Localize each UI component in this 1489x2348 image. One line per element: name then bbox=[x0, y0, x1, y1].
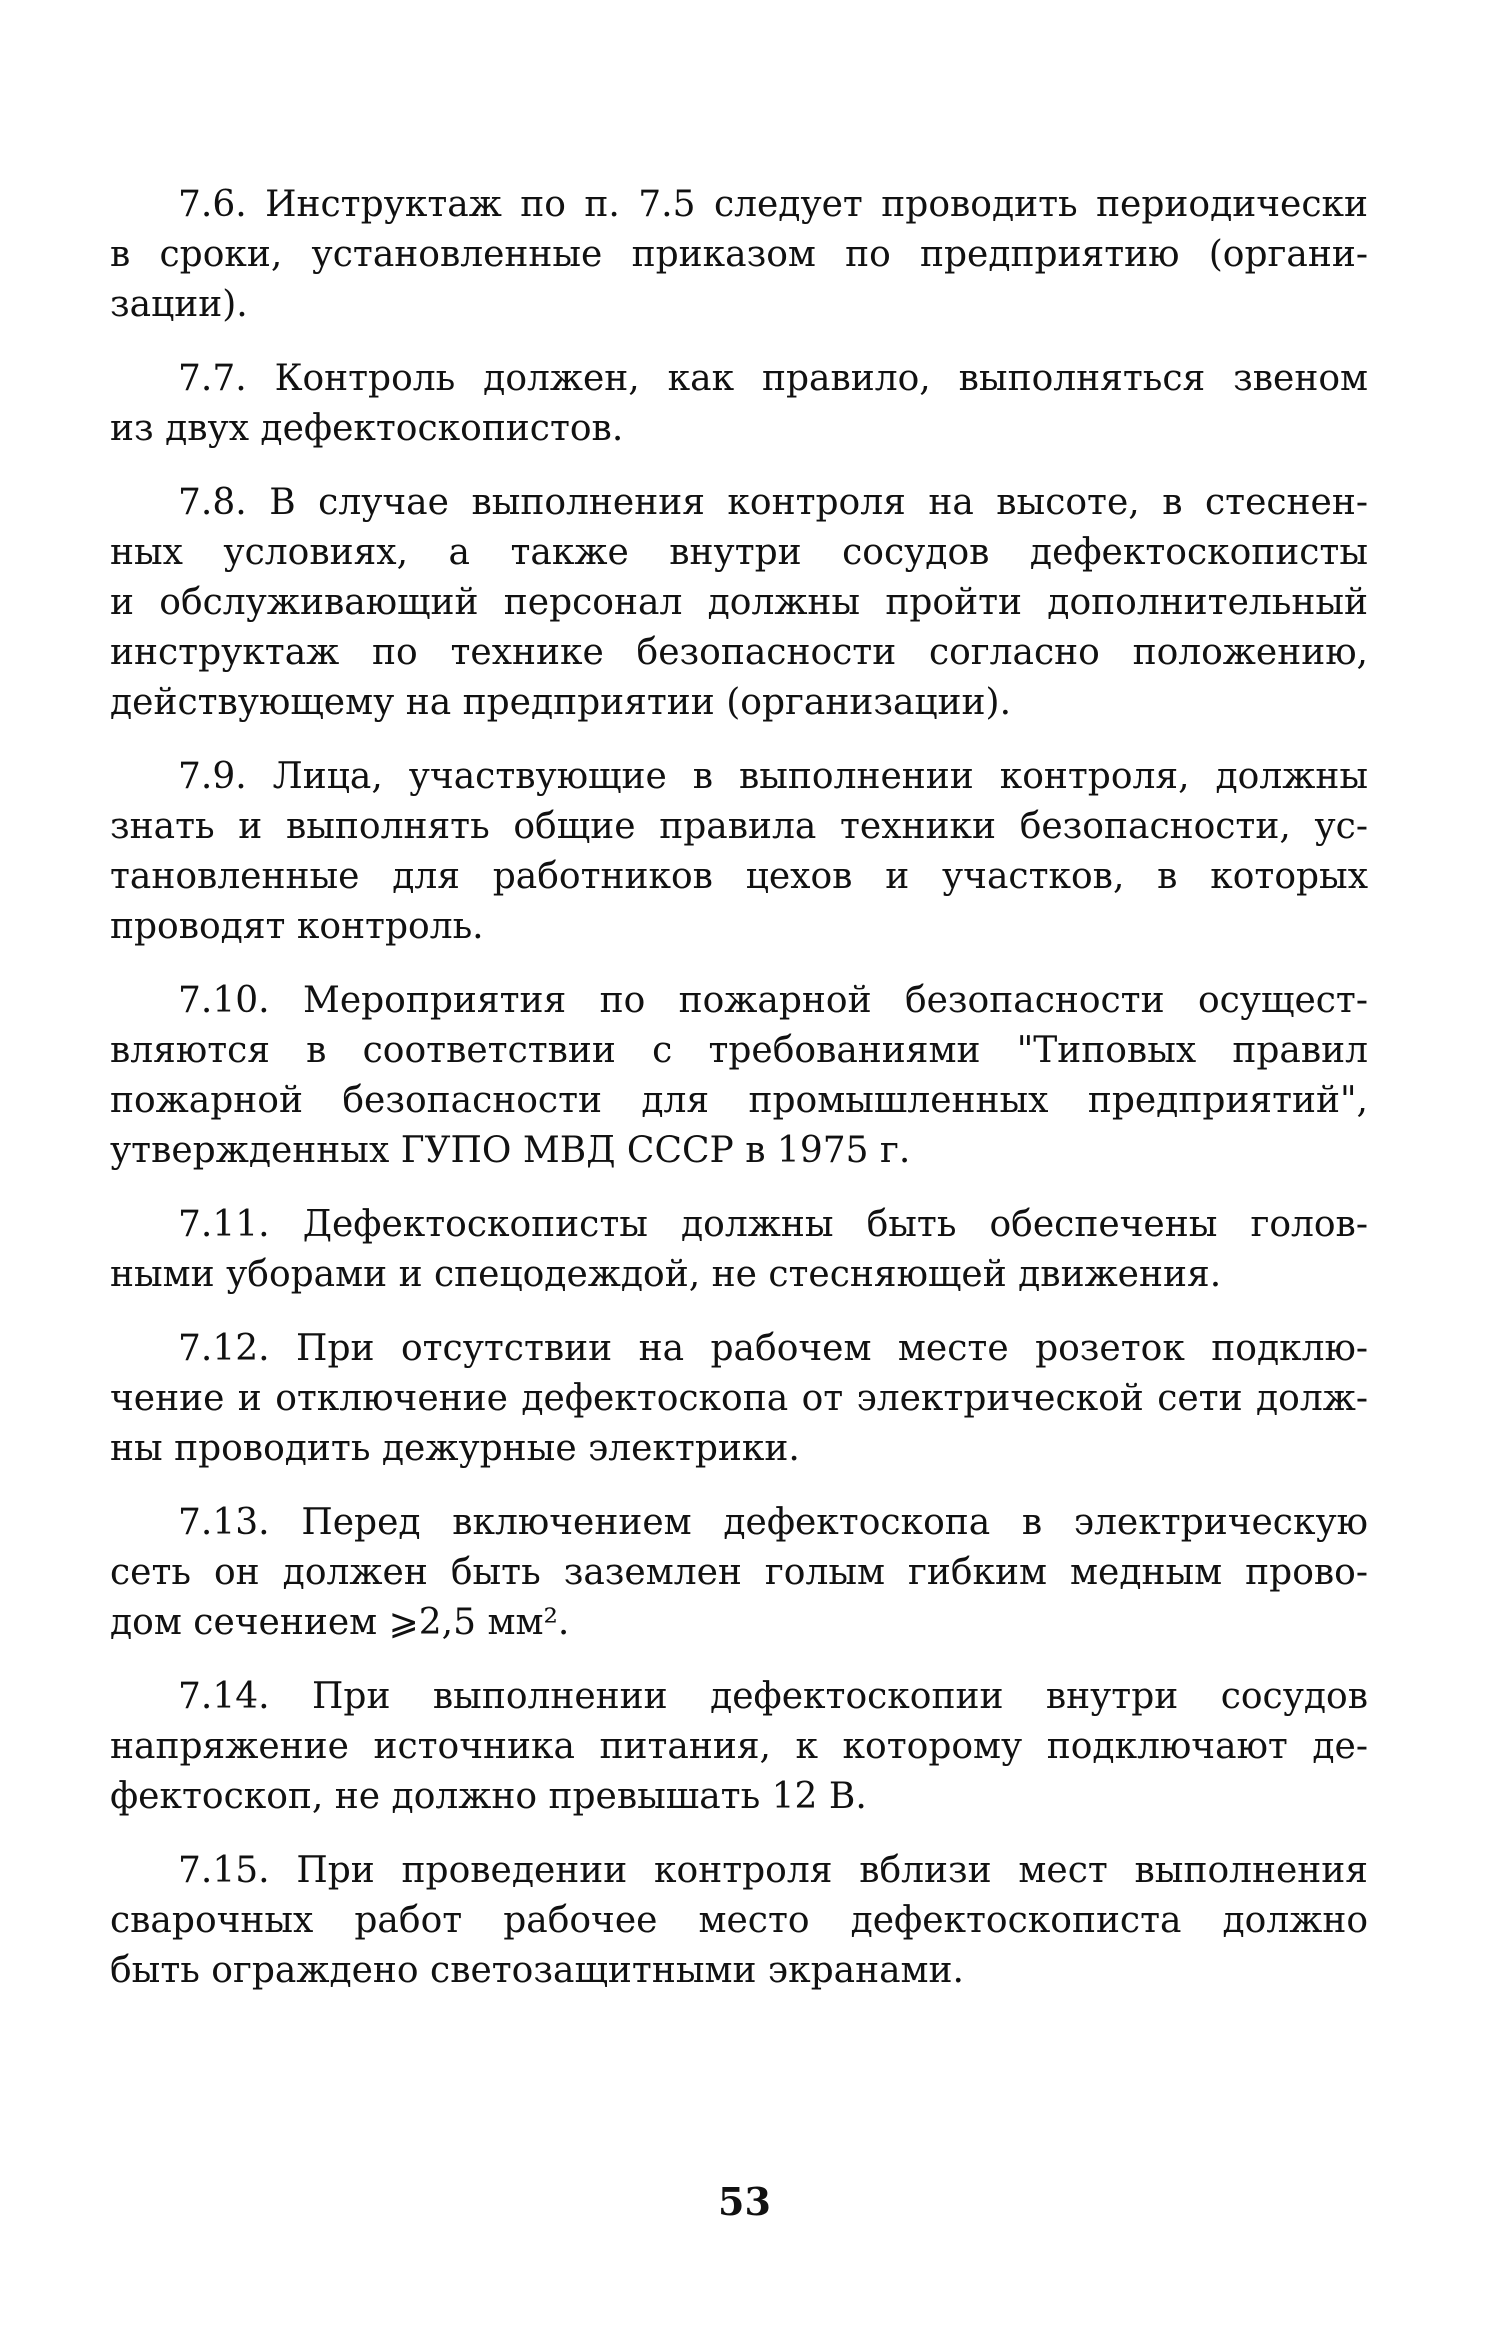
text-line: 7.7. Контроль должен, как правило, выполняться звеном bbox=[178, 358, 1368, 399]
text-line: зации). bbox=[110, 284, 248, 325]
text-line: ны проводить дежурные электрики. bbox=[110, 1428, 800, 1469]
text-line: 7.11. Дефектоскописты должны быть обеспечены голов- bbox=[178, 1204, 1368, 1245]
paragraph-7-14 bbox=[110, 1672, 1368, 1822]
text-line: 7.10. Мероприятия по пожарной безопасности осущест- bbox=[178, 980, 1368, 1021]
text-line: 7.12. При отсутствии на рабочем месте розеток подклю- bbox=[178, 1328, 1368, 1369]
text-line: сеть он должен быть заземлен голым гибким медным прово- bbox=[110, 1552, 1368, 1593]
text-line: ных условиях, а также внутри сосудов дефектоскописты bbox=[110, 532, 1368, 573]
text-line: 7.15. При проведении контроля вблизи мест выполнения bbox=[178, 1850, 1368, 1891]
page-number: 53 bbox=[718, 2179, 771, 2224]
paragraph-7-10 bbox=[110, 976, 1368, 1176]
text-line: напряжение источника питания, к которому подключают де- bbox=[110, 1726, 1368, 1767]
paragraph-7-13 bbox=[110, 1498, 1368, 1648]
text-line: пожарной безопасности для промышленных предприятий", bbox=[110, 1080, 1368, 1121]
text-line: тановленные для работников цехов и участков, в которых bbox=[110, 856, 1368, 897]
paragraph-7-12 bbox=[110, 1324, 1368, 1474]
paragraph-7-6 bbox=[110, 180, 1368, 330]
text-line: знать и выполнять общие правила техники безопасности, ус- bbox=[110, 806, 1368, 847]
paragraph-7-9 bbox=[110, 752, 1368, 952]
text-line: действующему на предприятии (организации). bbox=[110, 682, 1012, 723]
text-line: утвержденных ГУПО МВД СССР в 1975 г. bbox=[110, 1130, 911, 1171]
text-line: 7.8. В случае выполнения контроля на высоте, в стеснен- bbox=[178, 482, 1368, 523]
document-body bbox=[110, 180, 1368, 2020]
paragraph-7-7 bbox=[110, 354, 1368, 454]
text-line: проводят контроль. bbox=[110, 906, 484, 947]
text-line: сварочных работ рабочее место дефектоскописта должно bbox=[110, 1900, 1368, 1941]
text-line: быть ограждено светозащитными экранами. bbox=[110, 1950, 964, 1991]
text-line: 7.14. При выполнении дефектоскопии внутри сосудов bbox=[178, 1676, 1368, 1717]
text-line: 7.6. Инструктаж по п. 7.5 следует проводить периодически bbox=[178, 184, 1368, 225]
text-line: из двух дефектоскопистов. bbox=[110, 408, 624, 449]
text-line: вляются в соответствии с требованиями "Типовых правил bbox=[110, 1030, 1368, 1071]
text-line: и обслуживающий персонал должны пройти дополнительный bbox=[110, 582, 1368, 623]
text-line: 7.13. Перед включением дефектоскопа в электрическую bbox=[178, 1502, 1368, 1543]
text-line: 7.9. Лица, участвующие в выполнении контроля, должны bbox=[178, 756, 1368, 797]
text-line: ными уборами и спецодеждой, не стесняющей движения. bbox=[110, 1254, 1222, 1295]
text-line: фектоскоп, не должно превышать 12 В. bbox=[110, 1776, 867, 1817]
text-line: инструктаж по технике безопасности согласно положению, bbox=[110, 632, 1368, 673]
paragraph-7-15 bbox=[110, 1846, 1368, 1996]
paragraph-7-11 bbox=[110, 1200, 1368, 1300]
paragraph-7-8 bbox=[110, 478, 1368, 728]
text-line: в сроки, установленные приказом по предприятию (органи- bbox=[110, 234, 1368, 275]
text-line: дом сечением ⩾2,5 мм². bbox=[110, 1602, 570, 1643]
text-line: чение и отключение дефектоскопа от электрической сети долж- bbox=[110, 1378, 1368, 1419]
